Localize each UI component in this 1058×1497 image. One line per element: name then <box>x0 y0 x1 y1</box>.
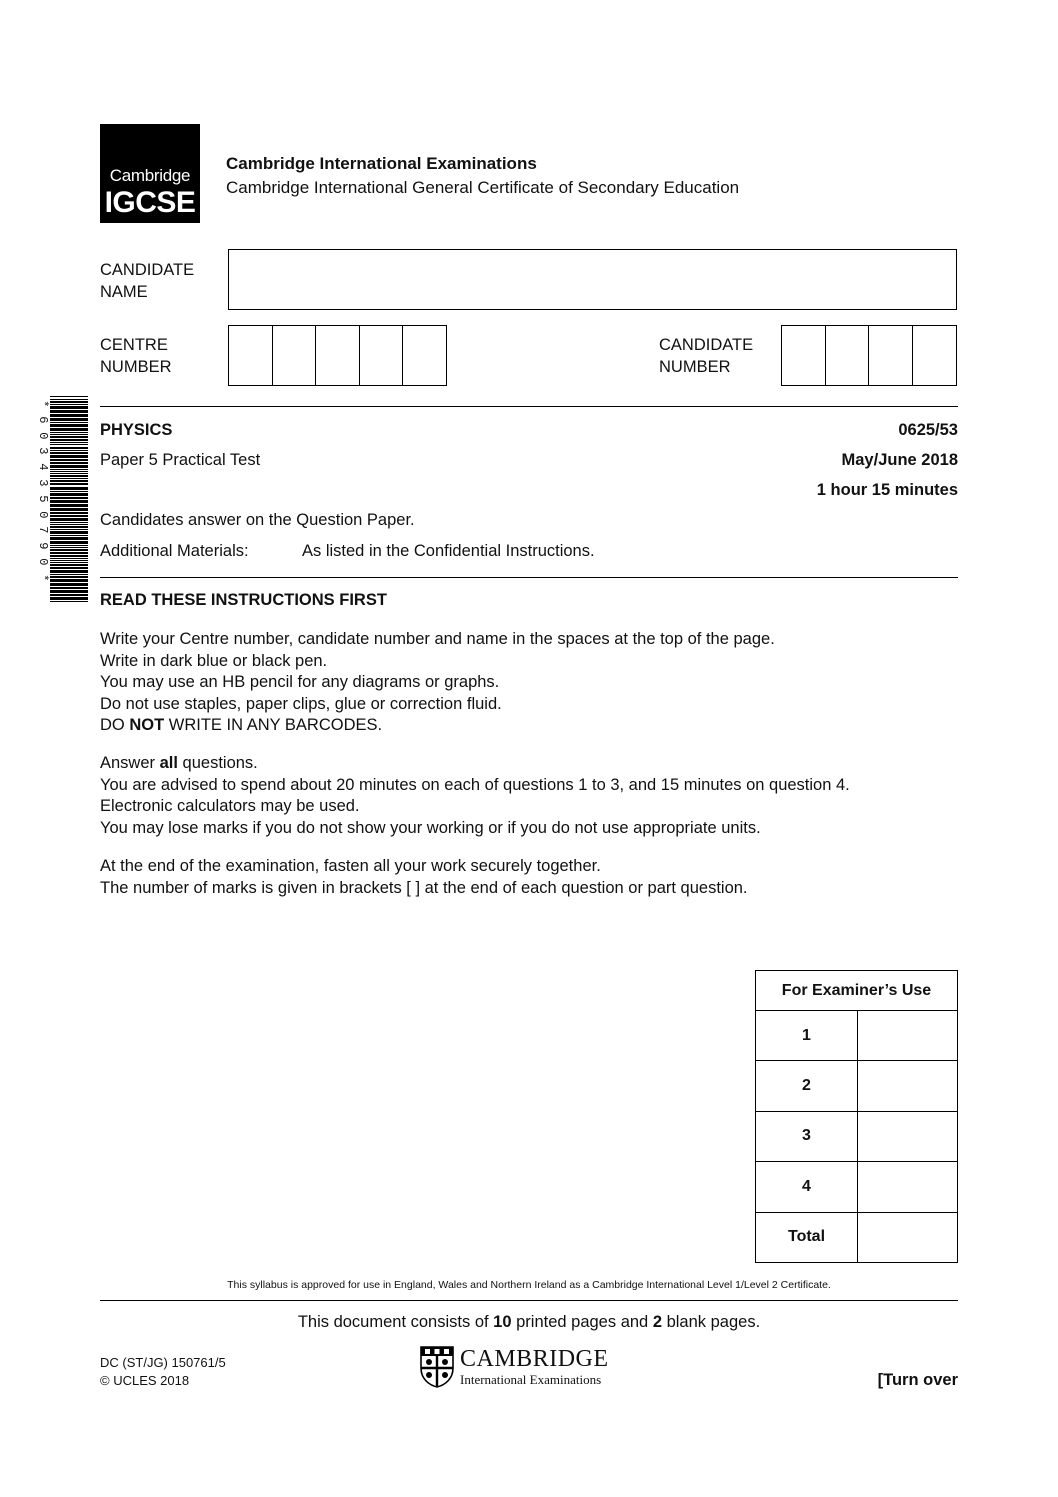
instruction-line: You may use an HB pencil for any diagrams or graphs. <box>100 673 500 691</box>
candidate-digit-box[interactable] <box>913 326 956 385</box>
instruction-line-answer: Answer all questions. <box>100 754 258 772</box>
mark-cell[interactable] <box>858 1061 958 1111</box>
instruction-line: At the end of the examination, fasten all your work securely together. <box>100 857 601 875</box>
examiner-use-table <box>755 970 958 1263</box>
cambridge-shield-icon <box>420 1346 454 1388</box>
igcse-logo <box>100 124 200 223</box>
barcode-digit: 0 <box>35 510 50 519</box>
duration: 1 hour 15 minutes <box>816 481 958 499</box>
instruction-line: Do not use staples, paper clips, glue or correction fluid. <box>100 694 502 713</box>
instructions-heading: READ THESE INSTRUCTIONS FIRST <box>100 591 387 609</box>
candidate-number-field[interactable] <box>781 325 957 386</box>
barcode-digit: 5 <box>35 495 50 503</box>
centre-digit-box[interactable] <box>403 326 446 385</box>
barcode-digit: 6 <box>35 416 50 424</box>
mark-cell[interactable] <box>858 1111 958 1161</box>
org-title: Cambridge International Examinations <box>226 154 537 173</box>
barcode-digit: * <box>35 400 50 408</box>
mark-cell[interactable] <box>858 1011 958 1061</box>
brand-name: CAMBRIDGE <box>460 1346 609 1372</box>
examiner-use-heading: For Examiner’s Use <box>756 971 958 1011</box>
candidate-digit-box[interactable] <box>782 326 826 385</box>
paper-code: 0625/53 <box>898 421 958 439</box>
centre-digit-box[interactable] <box>360 326 404 385</box>
question-number: 1 <box>756 1011 858 1061</box>
instructions-group-3 <box>100 856 748 899</box>
materials-value: As listed in the Confidential Instructions. <box>302 542 595 560</box>
instructions-group-2 <box>100 753 850 839</box>
question-number: 3 <box>756 1111 858 1161</box>
turn-over: [Turn over <box>877 1371 958 1389</box>
barcode-digit: 4 <box>35 463 50 471</box>
cambridge-brand <box>420 1346 630 1390</box>
barcode-digit: 0 <box>35 558 50 566</box>
paper-name: Paper 5 Practical Test <box>100 451 261 469</box>
centre-digit-box[interactable] <box>229 326 273 385</box>
instruction-line-barcodes: DO NOT WRITE IN ANY BARCODES. <box>100 716 383 734</box>
syllabus-note: This syllabus is approved for use in England, Wales and Northern Ireland as a Cambridge International Level 1/Level 2 Certificate. <box>227 1279 831 1291</box>
logo-line1: Cambridge <box>109 166 191 185</box>
instruction-line: You are advised to spend about 20 minutes on each of questions 1 to 3, and 15 minutes on question 4. <box>100 775 850 794</box>
page-count-note: This document consists of 10 printed pages and 2 blank pages. <box>297 1313 761 1331</box>
instruction-line: Write in dark blue or black pen. <box>100 651 328 670</box>
mark-cell[interactable] <box>858 1162 958 1212</box>
divider-bottom <box>100 1300 958 1301</box>
divider-middle <box>100 577 958 578</box>
instruction-line: You may lose marks if you do not show your working or if you do not use appropriate units. <box>100 818 761 837</box>
question-number: 2 <box>756 1061 858 1111</box>
candidate-number-label: CANDIDATE NUMBER <box>659 336 754 376</box>
centre-digit-box[interactable] <box>316 326 360 385</box>
candidate-name-field[interactable] <box>228 249 957 310</box>
barcode-digit: 7 <box>35 526 50 534</box>
barcode-digit: 0 <box>35 431 50 440</box>
session: May/June 2018 <box>841 451 958 469</box>
instruction-line: Electronic calculators may be used. <box>100 797 360 815</box>
total-label: Total <box>756 1212 858 1262</box>
materials-label: Additional Materials: <box>100 542 249 560</box>
barcode-bars-icon <box>50 396 88 602</box>
barcode-digit: * <box>35 574 50 582</box>
logo-line2: IGCSE <box>104 186 196 219</box>
barcode-digit: 3 <box>35 479 50 487</box>
candidate-digit-box[interactable] <box>869 326 913 385</box>
brand-sub: International Examinations <box>460 1372 602 1387</box>
instructions-group-1 <box>100 629 775 737</box>
total-mark-cell[interactable] <box>858 1212 958 1262</box>
barcode-digit: 3 <box>35 447 50 455</box>
footer-ref <box>100 1354 226 1390</box>
subject: PHYSICS <box>100 421 173 439</box>
centre-number-label: CENTRE NUMBER <box>100 336 172 376</box>
barcode-digit: 9 <box>35 542 50 550</box>
instruction-line: Write your Centre number, candidate number and name in the spaces at the top of the page. <box>100 630 775 648</box>
answer-on: Candidates answer on the Question Paper. <box>100 511 415 529</box>
divider-top <box>100 406 958 407</box>
copyright: © UCLES 2018 <box>100 1373 190 1388</box>
instruction-line: The number of marks is given in brackets [ ] at the end of each question or part question. <box>100 878 748 897</box>
question-number: 4 <box>756 1162 858 1212</box>
candidate-digit-box[interactable] <box>826 326 870 385</box>
org-subtitle: Cambridge International General Certificate of Secondary Education <box>226 178 740 197</box>
barcode <box>36 396 88 602</box>
centre-number-field[interactable] <box>228 325 447 386</box>
barcode-digits <box>36 396 48 602</box>
candidate-name-label: CANDIDATE NAME <box>100 261 195 301</box>
reference-code: DC (ST/JG) 150761/5 <box>100 1355 226 1370</box>
centre-digit-box[interactable] <box>273 326 317 385</box>
